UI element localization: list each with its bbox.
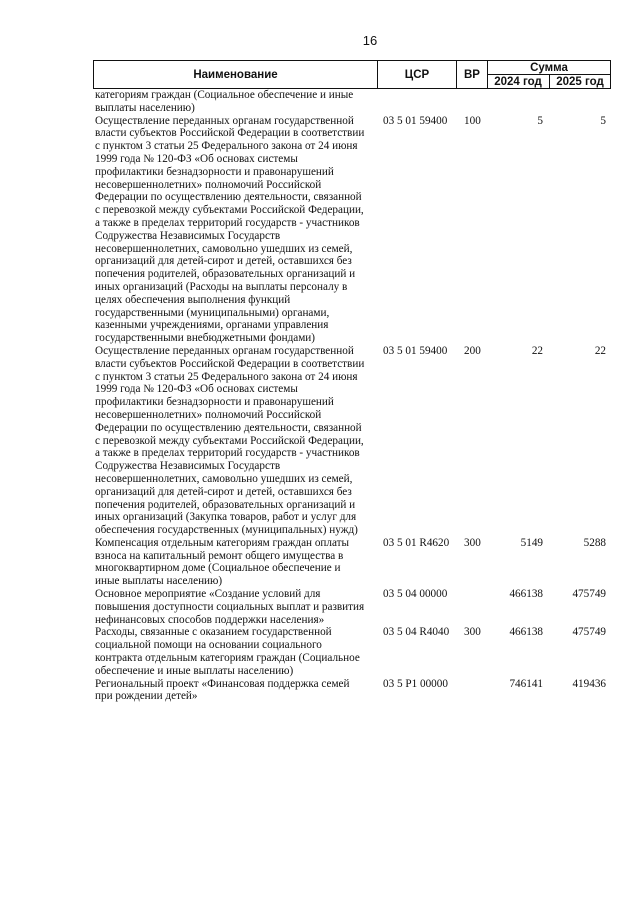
table-row [0,345,640,537]
header-year-2024: 2024 год [494,75,542,88]
row-vr: 100 [464,114,481,127]
header-csr: ЦСР [404,68,430,81]
table-row [0,626,640,677]
row-sum-2025: 419436 [572,677,606,690]
row-csr: 03 5 04 00000 [383,588,448,601]
row-sum-2025: 475749 [572,626,606,639]
row-name: Региональный проект «Финансовая поддержка семей при рождении детей» [95,677,350,703]
table-header [93,60,611,89]
row-sum-2024: 466138 [509,588,543,601]
header-name: Наименование [193,68,278,81]
row-csr: 03 5 01 R4620 [383,536,450,549]
row-sum-2024: 466138 [509,626,543,639]
row-vr: 300 [464,626,481,639]
row-sum-2025: 5288 [583,536,606,549]
row-csr: 03 5 P1 00000 [383,677,448,690]
row-sum-2024: 5 [537,114,543,127]
header-year-2025: 2025 год [556,75,604,88]
row-vr: 300 [464,536,481,549]
row-sum-2024: 22 [531,344,543,357]
row-name: категориям граждан (Социальное обеспечение и иные выплаты населению) [95,89,354,114]
row-name: Расходы, связанные с оказанием государственной социальной помощи на основании социального контракта отдельным категориям граждан (Социальное обеспечение и иные выплаты населению) [95,626,360,677]
header-sum: Сумма [530,61,568,74]
row-csr: 03 5 04 R4040 [383,626,450,639]
row-sum-2025: 475749 [572,588,606,601]
table-row [0,678,640,704]
row-sum-2024: 5149 [520,536,543,549]
row-sum-2024: 746141 [509,677,543,690]
page-number: 16 [362,33,378,48]
table-row [0,588,640,626]
table-body [0,89,640,703]
table-row [0,89,640,115]
row-name: Осуществление переданных органам государственной власти субъектов Российской Федерации в соответствии с пунктом 3 статьи 25 Федерального закона от 24 июня 1999 года № 120-ФЗ «Об основах системы профилактики безнадзорности и правонарушений несовершеннолетних» полномочий Российской Федерации по осуществлению деятельности, связанной с перевозкой между субъектами Российской Федерации, а также в пределах территорий государств - участников Содружества Независимых Государств несовершеннолетних, самовольно ушедших из семей, организаций для детей-сирот и детей, оставшихся без попечения родителей, образовательных организаций и иных организаций (Закупка товаров, работ и услуг для обеспечения государственных (муниципальных) нужд) [95,344,365,537]
table-row [0,115,640,345]
row-name: Компенсация отдельным категориям граждан оплаты взноса на капитальный ремонт общего имущества в многоквартирном доме (Социальное обеспечение и иные выплаты населению) [95,536,350,588]
row-name: Осуществление переданных органам государственной власти субъектов Российской Федерации в соответствии с пунктом 3 статьи 25 Федерального закона от 24 июня 1999 года № 120-ФЗ «Об основах системы профилактики безнадзорности и правонарушений несовершеннолетних» полномочий Российской Федерации по осуществлению деятельности, связанной с перевозкой между субъектами Российской Федерации, а также в пределах территорий государств - участников Содружества Независимых Государств несовершеннолетних, самовольно ушедших из семей, организаций для детей-сирот и детей, оставшихся без попечения родителей, образовательных организаций и иных организаций (Расходы на выплаты персоналу в целях обеспечения выполнения функций государственными (муниципальными) органами, казенными учреждениями, органами управления государственными внебюджетными фондами) [95,114,365,345]
row-sum-2025: 22 [594,344,606,357]
row-name: Основное мероприятие «Создание условий для повышения доступности социальных выплат и развития нефинансовых способов поддержки населения» [95,588,365,626]
row-vr: 200 [464,344,481,357]
row-csr: 03 5 01 59400 [383,114,448,127]
header-vr: ВР [464,68,480,81]
row-sum-2025: 5 [600,114,606,127]
row-csr: 03 5 01 59400 [383,344,448,357]
table-row [0,537,640,588]
